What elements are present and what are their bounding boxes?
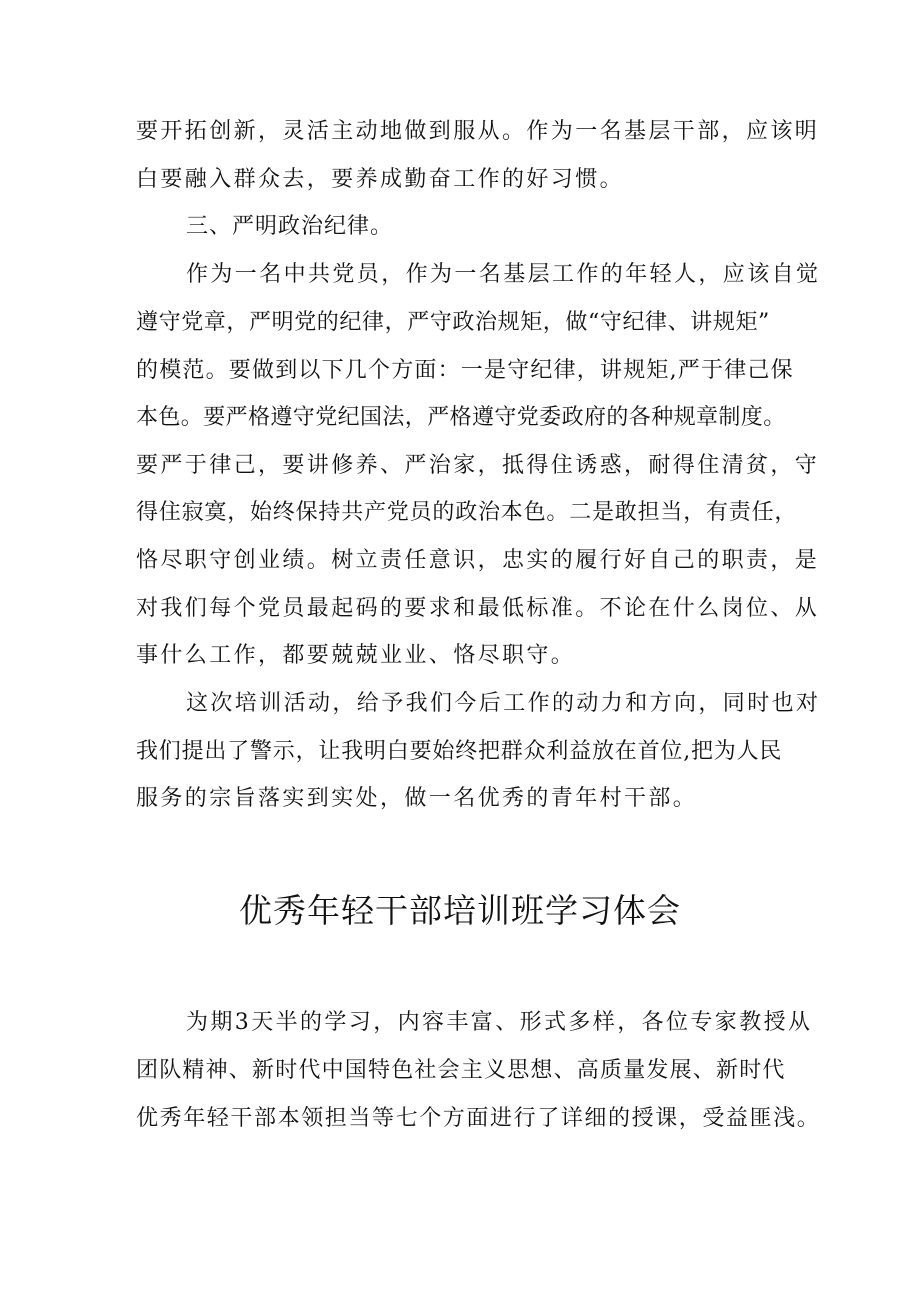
article-paragraph-line-3: 优秀年轻干部本领担当等七个方面进行了详细的授课，受益匪浅。 [136, 1106, 821, 1131]
closing-paragraph-line-3: 服务的宗旨落实到实处，做一名优秀的青年村干部。 [136, 786, 698, 811]
discipline-paragraph-line-3: 的模范。要做到以下几个方面：一是守纪律，讲规矩,严于律己保 [136, 358, 794, 383]
discipline-paragraph-line-6: 得住寂寞，始终保持共产党员的政治本色。二是敢担当，有责任， [136, 500, 798, 525]
top-paragraph-line-1: 要开拓创新，灵活主动地做到服从。作为一名基层干部，应该明 [136, 119, 820, 144]
discipline-paragraph-line-7: 恪尽职守创业绩。树立责任意识，忠实的履行好自己的职责，是 [136, 548, 820, 573]
discipline-paragraph-line-9: 事什么工作，都要兢兢业业、恪尽职守。 [136, 643, 576, 668]
closing-paragraph-line-2: 我们提出了警示，让我明白要始终把群众利益放在首位,把为人民 [136, 739, 783, 764]
discipline-paragraph-line-1: 作为一名中共党员，作为一名基层工作的年轻人，应该自觉 [186, 262, 821, 287]
discipline-paragraph-line-2: 遵守党章，严明党的纪律，严守政治规矩，做“守纪律、讲规矩” [136, 310, 770, 335]
closing-paragraph-line-1: 这次培训活动，给予我们今后工作的动力和方向，同时也对 [186, 691, 821, 716]
article-paragraph-line-1: 为期3天半的学习，内容丰富、形式多样，各位专家教授从 [186, 1010, 813, 1035]
article-paragraph-line-2: 团队精神、新时代中国特色社会主义思想、高质量发展、新时代 [136, 1058, 786, 1083]
section-heading: 三、严明政治纪律。 [186, 214, 394, 239]
discipline-paragraph-line-5: 要严于律己，要讲修养、严治家，抵得住诱惑，耐得住清贫，守 [136, 453, 820, 478]
discipline-paragraph-line-8: 对我们每个党员最起码的要求和最低标准。不论在什么岗位、从 [136, 596, 820, 621]
article-title: 优秀年轻干部培训班学习体会 [239, 891, 681, 930]
top-paragraph-line-2: 白要融入群众去，要养成勤奋工作的好习惯。 [136, 167, 625, 192]
discipline-paragraph-line-4: 本色。要严格遵守党纪国法，严格遵守党委政府的各种规章制度。 [136, 405, 786, 430]
